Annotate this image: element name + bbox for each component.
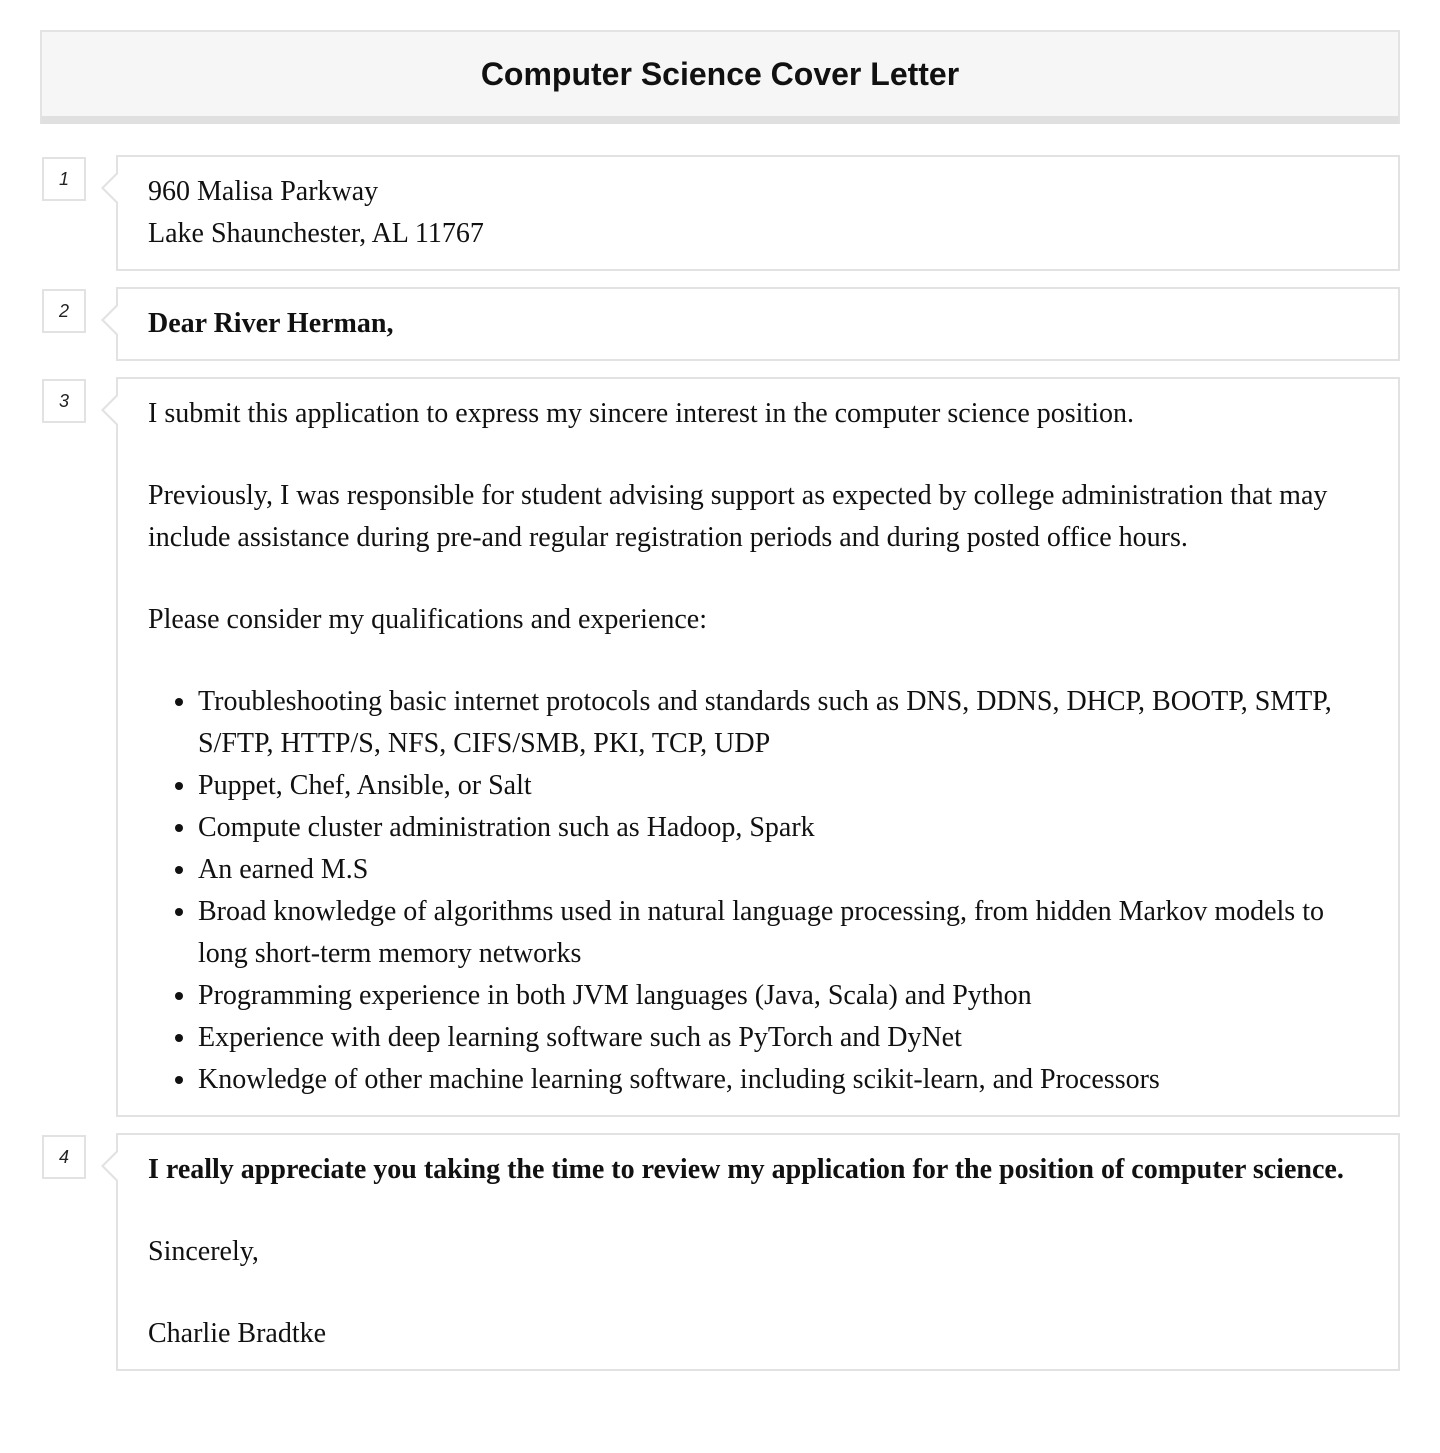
list-item: • Troubleshooting basic internet protocols and standards such as DNS, DDNS, DHCP, BOOTP, SMTP, S/FTP, HTTP/S, NFS, CIFS/SMB, PKI, TCP, UDP: [198, 681, 1368, 765]
section-box: [116, 377, 1400, 1117]
signature-name: Charlie Bradtke: [148, 1318, 327, 1349]
section-box: [116, 287, 1400, 361]
salutation: Dear River Herman,: [148, 308, 394, 339]
list-item: • Compute cluster administration such as Hadoop, Spark: [198, 807, 1368, 849]
list-item: • Puppet, Chef, Ansible, or Salt: [198, 765, 1368, 807]
section-number: 4: [42, 1135, 86, 1179]
closing-paragraph: I really appreciate you taking the time to review my application for the position of computer science.: [148, 1154, 1344, 1185]
section-number: 1: [42, 157, 86, 201]
list-item: • Experience with deep learning software such as PyTorch and DyNet: [198, 1017, 1368, 1059]
section-number: 3: [42, 379, 86, 423]
address-line-2: Lake Shaunchester, AL 11767: [148, 218, 484, 249]
sign-off: Sincerely,: [148, 1236, 259, 1267]
qualifications-list: [148, 681, 1368, 1101]
experience-paragraph: Previously, I was responsible for student advising support as expected by college administration that may include assistance during pre-and regular registration periods and during posted office hours.: [148, 480, 1328, 553]
document-header: [40, 30, 1400, 124]
list-item: • Programming experience in both JVM languages (Java, Scala) and Python: [198, 975, 1368, 1017]
section-box: [116, 1133, 1400, 1371]
page-title: Computer Science Cover Letter: [480, 55, 960, 92]
intro-paragraph: I submit this application to express my sincere interest in the computer science position.: [148, 398, 1134, 429]
list-item: • Broad knowledge of algorithms used in natural language processing, from hidden Markov models to long short-term memory networks: [198, 891, 1368, 975]
list-item: • An earned M.S: [198, 849, 1368, 891]
list-item: • Knowledge of other machine learning software, including scikit-learn, and Processors: [198, 1059, 1368, 1101]
qualifications-intro: Please consider my qualifications and experience:: [148, 604, 708, 635]
section-box: [116, 155, 1400, 271]
section-number: 2: [42, 289, 86, 333]
address-line-1: 960 Malisa Parkway: [148, 176, 379, 207]
